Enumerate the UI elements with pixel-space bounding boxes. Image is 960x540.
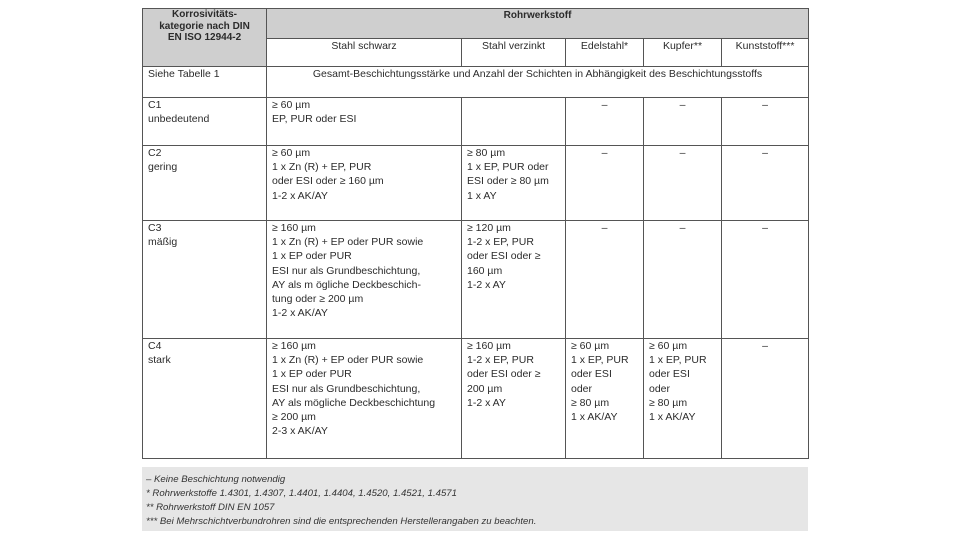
stahl-schwarz-cell: ≥ 160 µm 1 x Zn (R) + EP oder PUR sowie 1 x EP oder PUR ESI nur als Grundbeschichtung, AY als m ögliche Deckbeschich- tung oder ≥ 200 µm 1-2 x AK/AY [267, 221, 462, 339]
table-row-c3 [143, 221, 809, 339]
edelstahl-cell: – [566, 146, 644, 221]
header-rohrwerkstoff: Rohrwerkstoff [267, 9, 809, 39]
stahl-verzinkt-cell [462, 98, 566, 146]
category-cell: C2 gering [143, 146, 267, 221]
header-edelstahl: Edelstahl* [566, 39, 644, 67]
footnote-edelstahl: * Rohrwerkstoffe 1.4301, 1.4307, 1.4401, 1.4404, 1.4520, 1.4521, 1.4571 [146, 488, 457, 499]
kunststoff-cell: – [722, 146, 809, 221]
stahl-schwarz-cell: ≥ 60 µm EP, PUR oder ESI [267, 98, 462, 146]
footnote-dash: – Keine Beschichtung notwendig [146, 474, 286, 485]
kupfer-cell: – [644, 98, 722, 146]
category-cell: C3 mäßig [143, 221, 267, 339]
kupfer-cell: ≥ 60 µm 1 x EP, PUR oder ESI oder ≥ 80 µm 1 x AK/AY [644, 339, 722, 459]
intro-row [143, 67, 809, 98]
edelstahl-cell: – [566, 98, 644, 146]
kunststoff-cell: – [722, 221, 809, 339]
table-row-c4 [143, 339, 809, 459]
stahl-verzinkt-cell: ≥ 160 µm 1-2 x EP, PUR oder ESI oder ≥ 200 µm 1-2 x AY [462, 339, 566, 459]
kupfer-cell: – [644, 146, 722, 221]
stahl-verzinkt-cell: ≥ 120 µm 1-2 x EP, PUR oder ESI oder ≥ 160 µm 1-2 x AY [462, 221, 566, 339]
footnote-kunststoff: *** Bei Mehrschichtverbundrohren sind die entsprechenden Herstellerangaben zu beachten. [146, 516, 537, 527]
edelstahl-cell: – [566, 221, 644, 339]
header-stahl-verzinkt: Stahl verzinkt [462, 39, 566, 67]
header-korrosivitaet: Korrosivitäts- kategorie nach DIN EN ISO 12944-2 [143, 9, 267, 67]
stahl-verzinkt-cell: ≥ 80 µm 1 x EP, PUR oder ESI oder ≥ 80 µm 1 x AY [462, 146, 566, 221]
kunststoff-cell: – [722, 339, 809, 459]
header-kunststoff: Kunststoff*** [722, 39, 809, 67]
edelstahl-cell: ≥ 60 µm 1 x EP, PUR oder ESI oder ≥ 80 µm 1 x AK/AY [566, 339, 644, 459]
table-row-c1 [143, 98, 809, 146]
header-kupfer: Kupfer** [644, 39, 722, 67]
stahl-schwarz-cell: ≥ 160 µm 1 x Zn (R) + EP oder PUR sowie 1 x EP oder PUR ESI nur als Grundbeschichtung, AY als mögliche Deckbeschichtung ≥ 200 µm 2-3 x AK/AY [267, 339, 462, 459]
table-row-c2 [143, 146, 809, 221]
coating-table-sheet [142, 8, 808, 531]
footnotes [142, 467, 808, 531]
category-cell: C4 stark [143, 339, 267, 459]
kupfer-cell: – [644, 221, 722, 339]
intro-label: Siehe Tabelle 1 [143, 67, 267, 98]
header-stahl-schwarz: Stahl schwarz [267, 39, 462, 67]
kunststoff-cell: – [722, 98, 809, 146]
footnote-kupfer: ** Rohrwerkstoff DIN EN 1057 [146, 502, 275, 513]
intro-text: Gesamt-Beschichtungsstärke und Anzahl der Schichten in Abhängigkeit des Beschichtungsstoffs [267, 67, 809, 98]
category-cell: C1 unbedeutend [143, 98, 267, 146]
coating-table [142, 8, 809, 459]
stahl-schwarz-cell: ≥ 60 µm 1 x Zn (R) + EP, PUR oder ESI oder ≥ 160 µm 1-2 x AK/AY [267, 146, 462, 221]
